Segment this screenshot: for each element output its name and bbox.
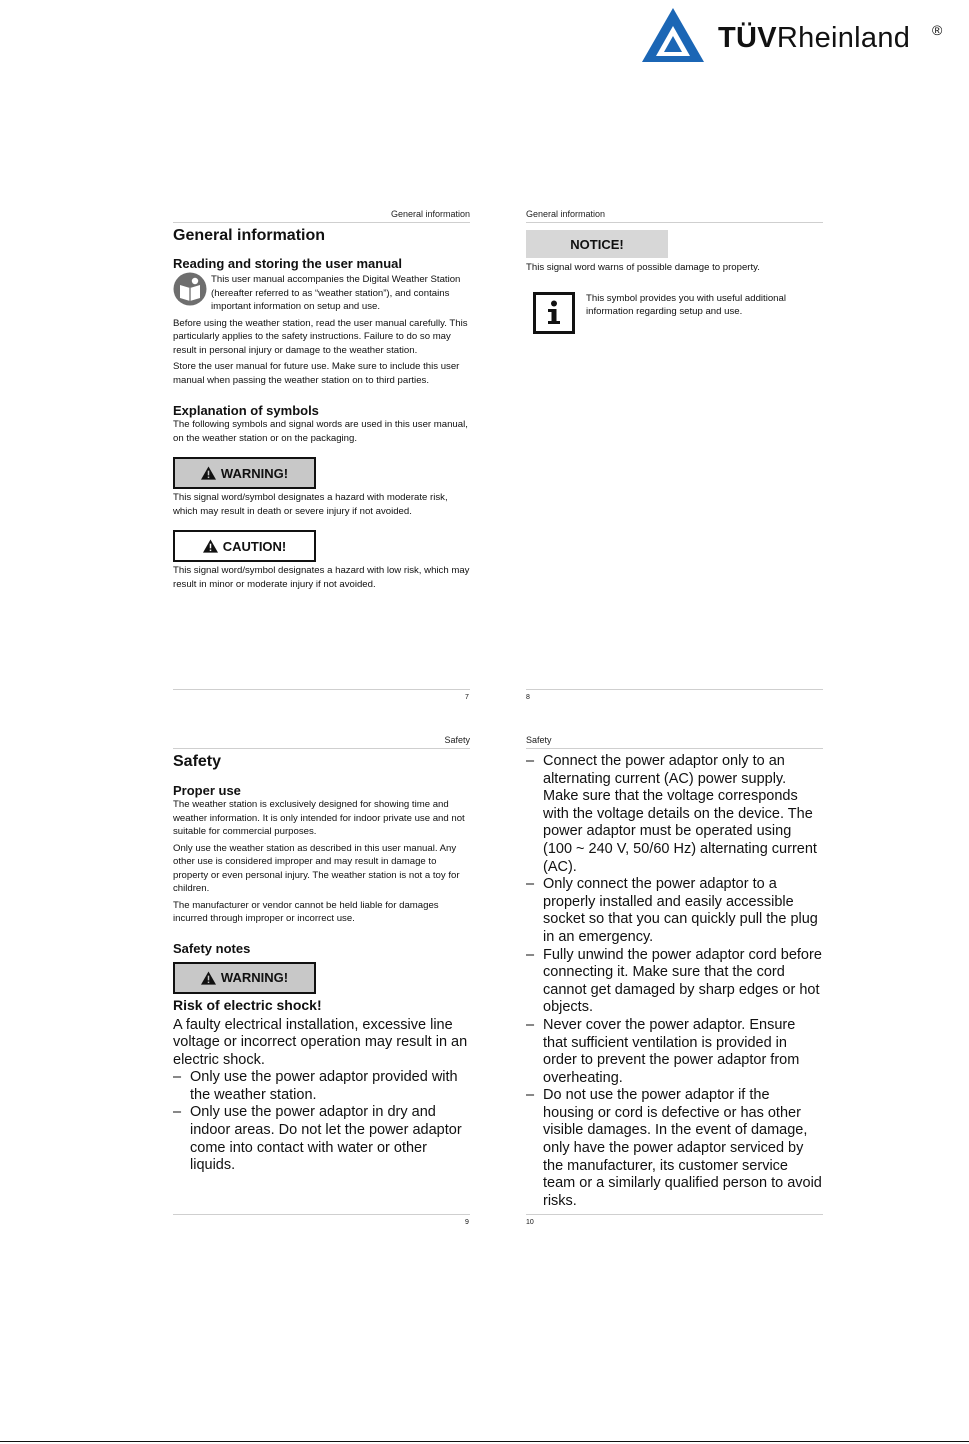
info-text: This symbol provides you with useful additional information regarding setup and use.	[586, 292, 786, 317]
paragraph: This signal word warns of possible damage to property.	[526, 262, 760, 273]
info-icon-wrap	[526, 292, 586, 339]
info-note	[526, 292, 823, 339]
tuv-triangle-icon	[640, 6, 706, 64]
intro-text: This user manual accompanies the Digital Weather Station (hereafter referred to as “weather station”), and contains important information on setup and use.	[211, 274, 461, 312]
running-head: General information	[390, 209, 470, 219]
footer-rule	[173, 1214, 470, 1215]
footer-rule	[526, 1214, 823, 1215]
page-10	[526, 735, 823, 1210]
paragraph: Store the user manual for future use. Make sure to include this user manual when passing the weather station on to third parties.	[173, 361, 460, 386]
logo-registered-mark: ®	[932, 22, 943, 38]
warning-triangle-icon	[201, 466, 216, 480]
paragraph: This signal word/symbol designates a hazard with low risk, which may result in minor or moderate injury if not avoided.	[173, 565, 470, 590]
page-number: 8	[526, 694, 530, 701]
notice-label-box	[526, 230, 668, 258]
page-number: 9	[465, 1219, 469, 1226]
paragraph: The following symbols and signal words are used in this user manual, on the weather station or on the packaging.	[173, 419, 468, 444]
info-icon	[533, 292, 575, 334]
page-number: 7	[465, 694, 469, 701]
read-manual-icon	[173, 272, 207, 306]
warning-label: WARNING!	[220, 465, 289, 481]
running-head: General information	[526, 209, 606, 219]
paragraph: The weather station is exclusively designed for showing time and weather information. It is only intended for indoor private use and not suitable for commercial purposes.	[173, 799, 465, 837]
bottom-border	[0, 1441, 969, 1442]
list-item: – Never cover the power adaptor. Ensure that sufficient ventilation is provided in order to prevent the power adaptor from overheating.	[526, 1017, 823, 1087]
page-title: General information	[173, 227, 326, 244]
risk-text: A faulty electrical installation, excessive line voltage or incorrect operation may result in an electric shock.	[173, 1016, 468, 1068]
page-9	[173, 735, 470, 1175]
list-item: – Only use the power adaptor in dry and indoor areas. Do not let the power adaptor come into contact with water or other liquids.	[173, 1104, 470, 1174]
manual-icon-wrap	[173, 272, 211, 314]
page-number: 10	[526, 1219, 534, 1226]
warning-triangle-icon	[201, 971, 216, 985]
risk-heading: Risk of electric shock!	[173, 996, 322, 1013]
footer-rule	[173, 689, 470, 690]
header-rule	[173, 748, 470, 749]
notice-label: NOTICE!	[570, 236, 624, 252]
section-heading: Proper use	[173, 783, 241, 798]
page-7	[173, 209, 470, 591]
warning-label: WARNING!	[220, 970, 289, 985]
list-item: – Only connect the power adaptor to a properly installed and easily accessible socket so that you can quickly pull the plug in an emergency.	[526, 876, 823, 946]
list-item: – Only use the power adaptor provided with the weather station.	[173, 1069, 470, 1104]
running-head: Safety	[444, 735, 470, 745]
tuv-rheinland-logo	[640, 4, 950, 66]
logo-brand-a: TÜV	[718, 22, 777, 54]
logo-wordmark	[718, 22, 910, 55]
paragraph: Before using the weather station, read the user manual carefully. This particularly applies to the safety instructions. Failure to do so may result in personal injury or damage to the weather station.	[173, 317, 468, 356]
paragraph: Only use the weather station as described in this user manual. Any other use is considered improper and may result in damage to property or even personal injury. The weather station is not a toy for children.	[173, 842, 460, 894]
list-item: – Connect the power adaptor only to an alternating current (AC) power supply. Make sure that the voltage corresponds with the voltage details on the device. The power adaptor must be operated using (100 ~ 240 V, 50/60 Hz) alternating current (AC).	[526, 753, 823, 876]
running-head: Safety	[526, 735, 552, 745]
warning-triangle-icon	[203, 539, 218, 553]
safety-list	[173, 1069, 470, 1175]
section-heading: Explanation of symbols	[173, 403, 319, 418]
header-rule	[173, 222, 470, 223]
paragraph: This signal word/symbol designates a hazard with moderate risk, which may result in death or severe injury if not avoided.	[173, 492, 448, 517]
list-item: – Fully unwind the power adaptor cord before connecting it. Make sure that the cord cannot get damaged by sharp edges or hot objects.	[526, 947, 823, 1017]
safety-list	[526, 753, 823, 1210]
page-title: Safety	[173, 753, 222, 770]
warning-label-box	[173, 962, 316, 994]
list-item: – Do not use the power adaptor if the housing or cord is defective or has other visible damages. In the event of damage, only have the power adaptor serviced by the manufacturer, its customer service team or a similarly qualified person to avoid risks.	[526, 1087, 823, 1210]
header-rule	[526, 222, 823, 223]
caution-label: CAUTION!	[222, 538, 287, 554]
logo-brand-b: Rheinland	[776, 22, 911, 54]
manual-intro	[173, 272, 470, 314]
page-8	[526, 209, 823, 339]
footer-rule	[526, 689, 823, 690]
section-heading: Reading and storing the user manual	[173, 256, 402, 271]
header-rule	[526, 748, 823, 749]
section-heading: Safety notes	[173, 940, 251, 956]
warning-label-box	[173, 457, 316, 489]
caution-label-box	[173, 530, 316, 562]
paragraph: The manufacturer or vendor cannot be held liable for damages incurred through improper or incorrect use.	[173, 899, 439, 924]
